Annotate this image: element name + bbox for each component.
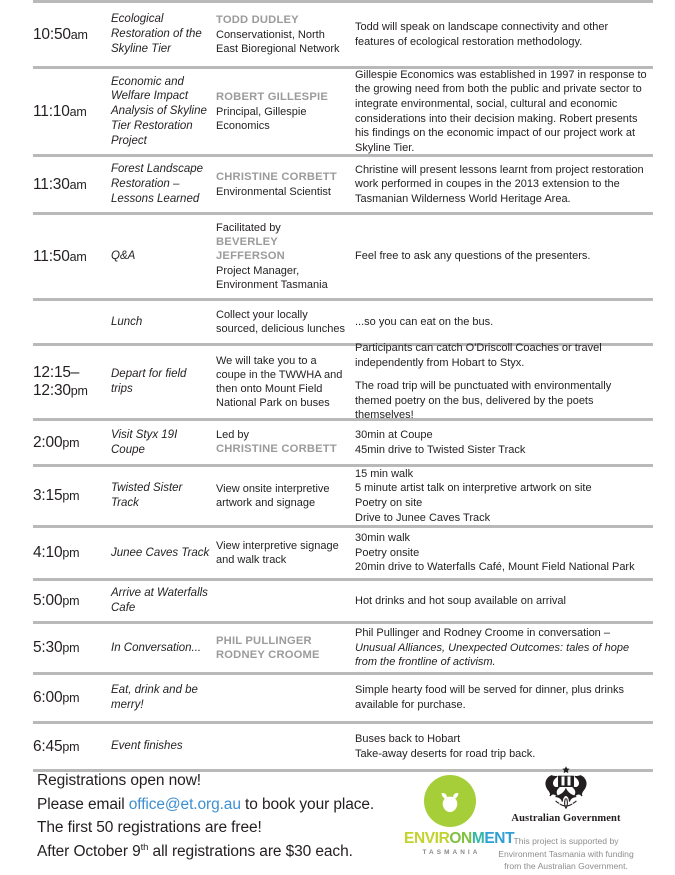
row-description bbox=[355, 683, 653, 712]
description-line: 20min drive to Waterfalls Café, Mount Field National Park bbox=[355, 561, 635, 574]
row-speaker bbox=[216, 354, 355, 410]
schedule-row bbox=[33, 215, 653, 298]
row-title: Twisted Sister Track bbox=[111, 482, 183, 509]
speaker-role: View onsite interpretive artwork and signage bbox=[216, 482, 330, 509]
speaker-name: CHRISTINE CORBETT bbox=[216, 443, 337, 456]
schedule-row bbox=[33, 3, 653, 66]
row-time-ampm: pm bbox=[62, 489, 80, 503]
row-speaker bbox=[216, 221, 355, 292]
schedule-row bbox=[33, 157, 653, 212]
schedule-row bbox=[33, 341, 653, 422]
registration-date-ordinal: th bbox=[140, 841, 149, 853]
row-time-value: 2:00 bbox=[33, 433, 63, 451]
description-title-italic: Unusual Alliances, Unexpected Outcomes: tales of hope from the frontline of activism. bbox=[355, 641, 630, 669]
row-speaker bbox=[216, 428, 355, 456]
wordmark-part-4: ENT bbox=[484, 830, 515, 847]
row-title: Eat, drink and be merry! bbox=[111, 684, 198, 711]
row-title: Q&A bbox=[111, 250, 136, 263]
speaker-role: View interpretive signage and walk track bbox=[216, 539, 339, 566]
schedule-row bbox=[33, 421, 653, 464]
description-line: Drive to Junee Caves Track bbox=[355, 511, 491, 524]
description-line: Take-away deserts for road trip back. bbox=[355, 747, 536, 760]
row-title: Economic and Welfare Impact Analysis of Skyline Tier Restoration Project bbox=[111, 75, 207, 147]
row-description bbox=[355, 531, 653, 575]
description-paragraph: Todd will speak on landscape connectivity and other features of ecological restoration methodology. bbox=[355, 20, 609, 48]
description-line: 45min drive to Twisted Sister Track bbox=[355, 443, 526, 456]
speaker-role: We will take you to a coupe in the TWWHA and then onto Mount Field National Park on buses bbox=[216, 354, 343, 410]
row-time-value: 4:10 bbox=[33, 544, 63, 561]
row-time-ampm: am bbox=[70, 27, 88, 42]
description-line: 30min at Coupe bbox=[355, 428, 433, 441]
funding-note bbox=[487, 835, 645, 873]
row-time-ampm: pm bbox=[62, 546, 80, 560]
row-time-ampm: pm bbox=[62, 739, 80, 754]
row-title: In Conversation... bbox=[111, 641, 202, 654]
row-title: Event finishes bbox=[111, 740, 183, 753]
row-time-value: 3:15 bbox=[33, 487, 63, 504]
description-line: 5 minute artist talk on interpretive artwork on site bbox=[355, 482, 592, 495]
row-time bbox=[33, 544, 111, 562]
row-title: Lunch bbox=[111, 315, 143, 328]
row-speaker bbox=[216, 170, 355, 198]
row-title: Junee Caves Track bbox=[111, 546, 210, 559]
speaker-name: BEVERLEY JEFFERSON bbox=[216, 236, 285, 263]
row-time-ampm: am bbox=[69, 104, 87, 119]
row-time-value: 5:30 bbox=[33, 639, 63, 656]
row-time-value: 11:50 bbox=[33, 247, 70, 265]
row-time-value: 6:00 bbox=[33, 689, 63, 706]
description-line: 30min walk bbox=[355, 532, 411, 545]
registration-email-suffix: to book your place. bbox=[240, 795, 375, 813]
speaker-name: TODD DUDLEY bbox=[216, 14, 299, 27]
row-time bbox=[33, 487, 111, 505]
registration-date-prefix: After October 9 bbox=[37, 842, 141, 860]
description-paragraph: The road trip will be punctuated with environmentally themed poetry on the bus, delivered by the poets themselves! bbox=[355, 380, 612, 422]
row-time bbox=[33, 738, 111, 756]
registration-line-2 bbox=[37, 793, 374, 817]
description-paragraph: Simple hearty food will be served for dinner, plus drinks available for purchase. bbox=[355, 684, 625, 711]
row-title: Forest Landscape Restoration – Lessons Learned bbox=[111, 163, 204, 205]
row-time-value: 10:50 bbox=[33, 25, 71, 43]
registration-email-link[interactable]: office@et.org.au bbox=[128, 795, 241, 813]
description-paragraph: Feel free to ask any questions of the presenters. bbox=[355, 250, 591, 263]
row-speaker bbox=[216, 634, 355, 663]
row-time bbox=[33, 434, 111, 452]
row-speaker bbox=[216, 539, 355, 567]
speaker-role: Principal, Gillespie Economics bbox=[216, 105, 307, 132]
description-paragraph bbox=[355, 626, 649, 670]
registration-price-suffix: all registrations are $30 each. bbox=[148, 842, 353, 860]
australian-government-title: Australian Government bbox=[511, 813, 621, 824]
speaker-prefix: Facilitated by bbox=[216, 222, 281, 235]
speaker-role: Conservationist, North East Bioregional Network bbox=[216, 28, 340, 55]
row-description bbox=[355, 163, 653, 207]
leaf-circle-icon bbox=[424, 775, 476, 827]
funding-note-line-2: Environment Tasmania with funding bbox=[498, 848, 634, 859]
row-time bbox=[33, 689, 111, 707]
schedule-row bbox=[33, 301, 653, 343]
description-line: Buses back to Hobart bbox=[355, 732, 461, 745]
speaker-name: RODNEY CROOME bbox=[216, 649, 320, 661]
row-time-ampm: am bbox=[69, 177, 87, 192]
schedule-row bbox=[33, 467, 653, 525]
speaker-role: Project Manager, Environment Tasmania bbox=[216, 264, 328, 291]
row-speaker bbox=[216, 90, 355, 132]
row-time-ampm: pm bbox=[62, 691, 80, 705]
row-description bbox=[355, 428, 653, 457]
environment-wordmark bbox=[404, 830, 515, 847]
registration-info bbox=[37, 769, 374, 863]
row-time bbox=[33, 592, 111, 610]
row-time bbox=[33, 248, 111, 266]
row-time bbox=[33, 103, 111, 121]
row-description bbox=[355, 249, 653, 264]
description-paragraph: Gillespie Economics was established in 1997 in response to the growing need from both the public and private sector to integrate environmental, social, cultural and economic considerations into their decision making. Robert presents his findings on the economic impact of our project work at Skyline Tier. bbox=[355, 68, 647, 154]
description-paragraph: ...so you can eat on the bus. bbox=[355, 315, 494, 328]
row-time-value: 11:30 bbox=[33, 175, 70, 193]
row-description bbox=[355, 68, 653, 156]
row-time-line-1: 12:15– bbox=[33, 364, 80, 381]
row-speaker bbox=[216, 13, 355, 55]
row-title: Visit Styx 19I Coupe bbox=[111, 428, 178, 456]
row-time-ampm: pm bbox=[62, 641, 80, 655]
schedule-row bbox=[33, 581, 653, 621]
row-description bbox=[355, 467, 653, 526]
description-line: 15 min walk bbox=[355, 467, 414, 480]
row-time-ampm: pm bbox=[62, 594, 80, 608]
speaker-role: Collect your locally sourced, delicious lunches bbox=[216, 308, 346, 335]
speaker-role: Environmental Scientist bbox=[216, 185, 331, 198]
row-time-ampm: pm bbox=[62, 435, 80, 450]
description-paragraph: Hot drinks and hot soup available on arrival bbox=[355, 594, 566, 607]
speaker-name: PHIL PULLINGER bbox=[216, 634, 312, 647]
row-time-value: 6:45 bbox=[33, 737, 63, 755]
environment-tasmania-logo bbox=[404, 775, 515, 856]
row-time-ampm: pm bbox=[70, 384, 88, 398]
row-description bbox=[355, 626, 653, 670]
possum-face-icon bbox=[437, 789, 463, 815]
row-description bbox=[355, 20, 653, 49]
funding-note-line-1: This project is supported by bbox=[513, 836, 619, 846]
wordmark-part-3: M bbox=[471, 830, 485, 847]
description-paragraph: Participants can catch O'Driscoll Coaches or travel independently from Hobart to Styx. bbox=[355, 341, 602, 369]
wordmark-part-2: ON bbox=[449, 830, 472, 847]
row-title: Depart for field trips bbox=[111, 368, 187, 395]
description-paragraph: Christine will present lessons learnt from project restoration work performed in coupes in the 2013 extension to the Tasmanian Wilderness World Heritage Area. bbox=[355, 163, 644, 205]
australian-government-block bbox=[487, 765, 645, 873]
registration-line-4 bbox=[37, 840, 374, 864]
row-title: Ecological Restoration of the Skyline Tier bbox=[111, 13, 202, 55]
page-footer bbox=[0, 757, 675, 875]
row-description bbox=[355, 594, 653, 609]
wordmark-part-1: ENVIR bbox=[404, 830, 450, 847]
speaker-prefix: Led by bbox=[216, 429, 250, 442]
speaker-name: ROBERT GILLESPIE bbox=[216, 91, 328, 104]
schedule-row bbox=[33, 528, 653, 578]
schedule-row bbox=[33, 675, 653, 721]
description-line: Poetry onsite bbox=[355, 546, 420, 559]
row-time bbox=[33, 639, 111, 657]
description-line: Poetry on site bbox=[355, 497, 423, 509]
row-description bbox=[355, 315, 653, 330]
description-text: Phil Pullinger and Rodney Croome in conversation – bbox=[355, 627, 610, 640]
row-description bbox=[355, 341, 653, 423]
schedule-row bbox=[33, 624, 653, 672]
row-speaker bbox=[216, 308, 355, 336]
funding-note-line-3: from the Australian Government. bbox=[504, 861, 628, 872]
registration-line-1: Registrations open now! bbox=[37, 772, 201, 789]
row-time bbox=[33, 176, 111, 194]
row-time bbox=[33, 26, 111, 44]
row-time-ampm: am bbox=[69, 249, 87, 264]
row-time-value: 5:00 bbox=[33, 592, 63, 609]
tasmania-subtitle: TASMANIA bbox=[422, 848, 481, 856]
row-time bbox=[33, 364, 111, 400]
row-time-value: 11:10 bbox=[33, 102, 70, 120]
schedule-row bbox=[33, 69, 653, 154]
speaker-name: CHRISTINE CORBETT bbox=[216, 171, 337, 184]
schedule-table bbox=[33, 0, 653, 772]
coat-of-arms-icon bbox=[535, 765, 597, 811]
row-title: Arrive at Waterfalls Cafe bbox=[111, 587, 208, 614]
registration-line-3: The first 50 registrations are free! bbox=[37, 819, 262, 837]
registration-email-prefix: Please email bbox=[37, 795, 129, 813]
row-time-line-2: 12:30 bbox=[33, 382, 71, 399]
row-speaker bbox=[216, 482, 355, 510]
